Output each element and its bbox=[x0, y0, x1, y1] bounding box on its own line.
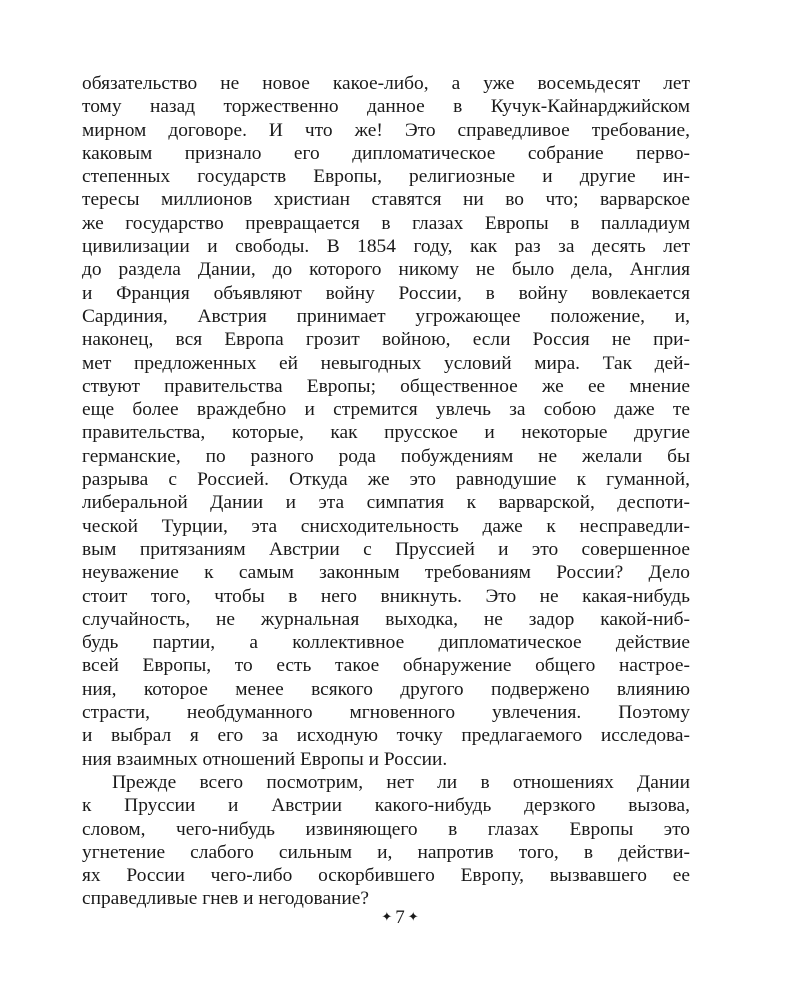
text-line: и Франция объявляют войну России, в войну вовлекается bbox=[82, 282, 690, 304]
text-line: к Пруссии и Австрии какого-нибудь дерзкого вызова, bbox=[82, 795, 690, 817]
text-line: правительства, которые, как прусское и некоторые другие bbox=[82, 422, 690, 444]
text-line: ческой Турции, эта снисходительность даже к несправедли- bbox=[82, 515, 690, 537]
text-line: каковым признало его дипломатическое собрание перво- bbox=[82, 142, 690, 164]
text-line: ствуют правительства Европы; общественное же ее мнение bbox=[82, 375, 690, 397]
text-line: тому назад торжественно данное в Кучук-Кайнарджийском bbox=[82, 96, 690, 118]
page-number: 7 bbox=[395, 907, 405, 928]
text-line: будь партии, а коллективное дипломатическое действие bbox=[82, 632, 690, 654]
ornament-left-icon: ✦ bbox=[381, 909, 393, 924]
text-line: словом, чего-нибудь извиняющего в глазах Европы это bbox=[82, 818, 690, 840]
text-line: наконец, вся Европа грозит войною, если Россия не при- bbox=[82, 329, 690, 351]
text-line: страсти, необдуманного мгновенного увлечения. Поэтому bbox=[82, 702, 690, 724]
text-line: тересы миллионов христиан ставятся ни во что; варварское bbox=[82, 189, 690, 211]
text-line: угнетение слабого сильным и, напротив того, в действи- bbox=[82, 841, 690, 863]
text-line: мет предложенных ей невыгодных условий мира. Так дей- bbox=[82, 352, 690, 374]
text-line: Прежде всего посмотрим, нет ли в отношениях Дании bbox=[112, 771, 690, 793]
text-line: степенных государств Европы, религиозные и другие ин- bbox=[82, 166, 690, 188]
text-line: всей Европы, то есть такое обнаружение общего настрое- bbox=[82, 655, 690, 677]
paragraph-2 bbox=[82, 771, 690, 911]
text-line: цивилизации и свободы. В 1854 году, как раз за десять лет bbox=[82, 236, 690, 258]
text-line: ях России чего-либо оскорбившего Европу, вызвавшего ее bbox=[82, 865, 690, 887]
paragraph-1 bbox=[82, 72, 690, 771]
text-line: разрыва с Россией. Откуда же это равнодушие к гуманной, bbox=[82, 469, 690, 491]
text-line: обязательство не новое какое-либо, а уже восемьдесят лет bbox=[82, 73, 690, 94]
text-line: стоит того, чтобы в него вникнуть. Это не какая-нибудь bbox=[82, 585, 690, 607]
text-line: ния, которое менее всякого другого подвержено влиянию bbox=[82, 678, 690, 700]
text-line: справедливые гнев и негодование? bbox=[82, 888, 370, 910]
text-line: мирном договоре. И что же! Это справедливое требование, bbox=[82, 119, 690, 141]
text-line: и выбрал я его за исходную точку предлагаемого исследова- bbox=[82, 725, 690, 747]
text-line: же государство превращается в глазах Европы в палладиум bbox=[82, 212, 690, 234]
page-number-footer bbox=[0, 905, 800, 930]
page-text bbox=[82, 72, 690, 911]
ornament-right-icon: ✦ bbox=[407, 909, 419, 924]
text-line: германские, по разного рода побуждениям не желали бы bbox=[82, 445, 690, 467]
text-line: либеральной Дании и эта симпатия к варварской, деспоти- bbox=[82, 492, 690, 514]
text-line: Сардиния, Австрия принимает угрожающее положение, и, bbox=[82, 305, 690, 327]
text-line: вым притязаниям Австрии с Пруссией и это совершенное bbox=[82, 538, 690, 560]
text-line: до раздела Дании, до которого никому не было дела, Англия bbox=[82, 259, 690, 281]
text-line: случайность, не журнальная выходка, не задор какой-ниб- bbox=[82, 608, 690, 630]
text-line: неуважение к самым законным требованиям России? Дело bbox=[82, 562, 690, 584]
text-line: еще более враждебно и стремится увлечь за собою даже те bbox=[82, 399, 690, 421]
text-line: ния взаимных отношений Европы и России. bbox=[82, 748, 448, 770]
